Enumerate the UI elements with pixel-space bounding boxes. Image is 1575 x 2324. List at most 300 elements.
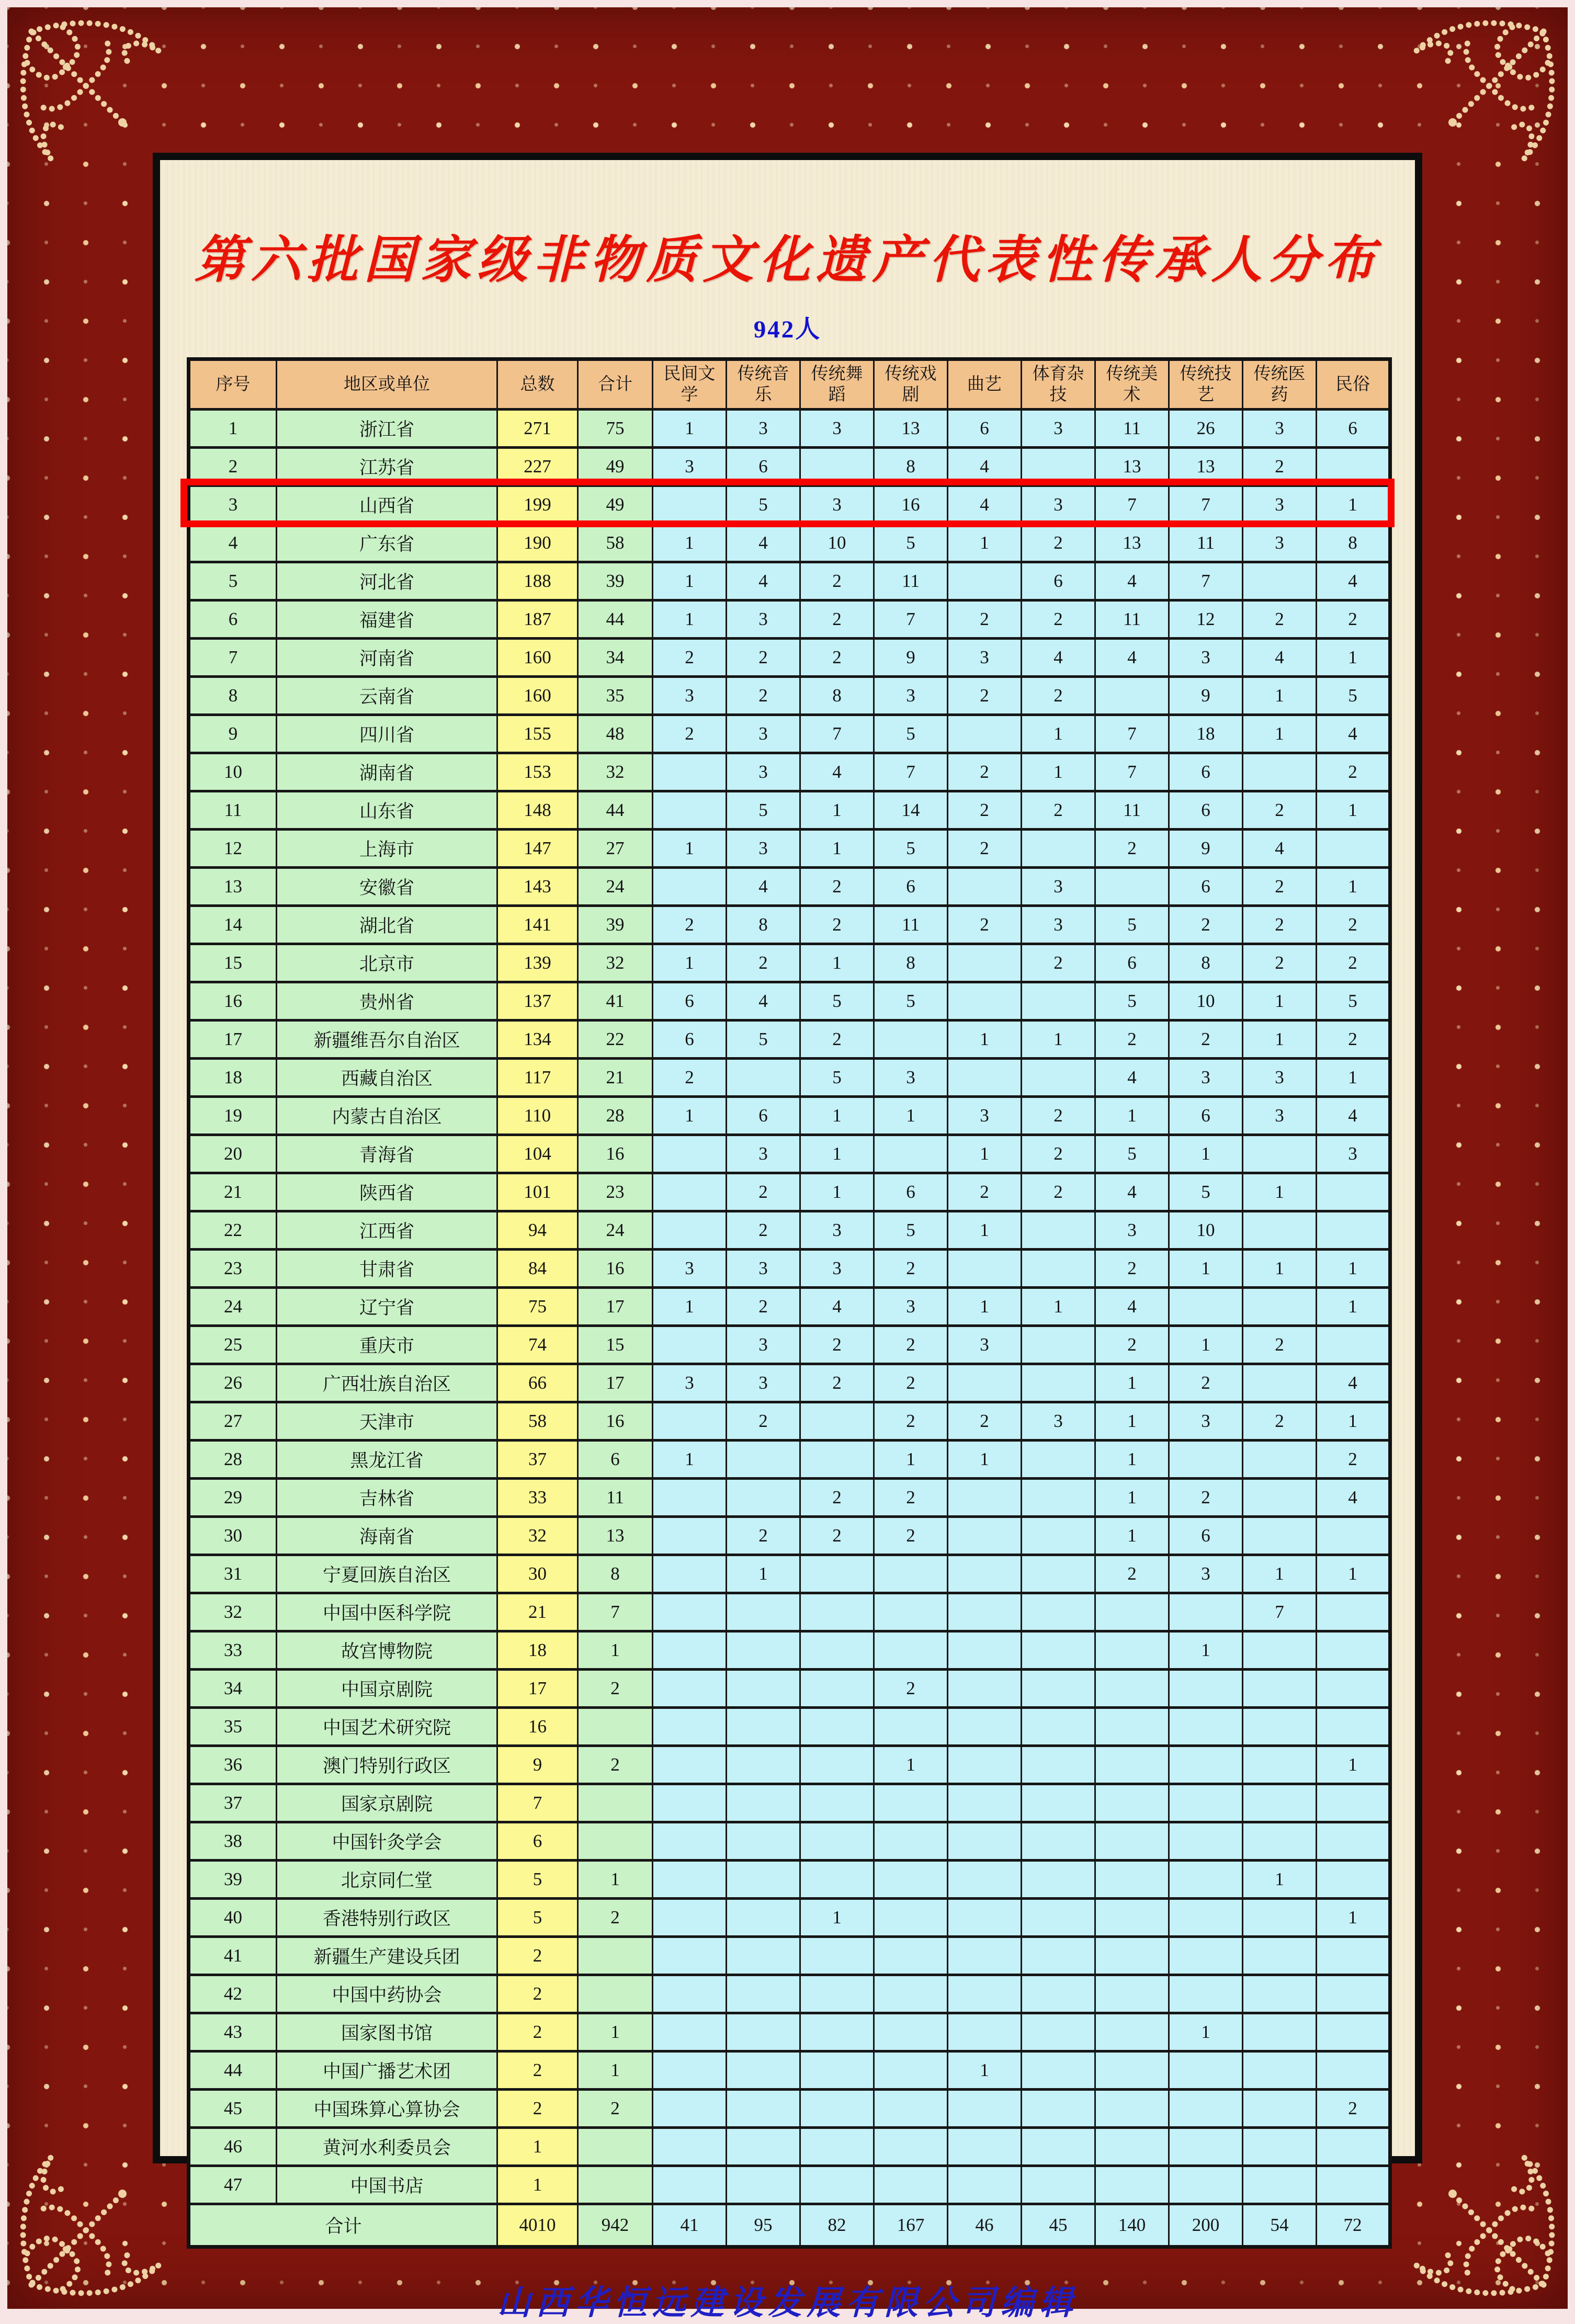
category-value: 3 [1243,1059,1317,1097]
category-value [1022,2013,1095,2051]
region-name: 中国针灸学会 [277,1822,497,1861]
row-number: 21 [189,1173,277,1211]
total-count: 137 [497,982,578,1021]
region-name: 辽宁省 [277,1288,497,1326]
table-row [189,1670,1390,1708]
category-value: 3 [1022,1402,1095,1441]
category-value [1022,1250,1095,1288]
category-value: 4 [727,562,800,600]
category-value [1022,1631,1095,1670]
total-count: 5 [497,1861,578,1899]
category-value: 4 [948,486,1022,524]
category-value: 1 [1243,1021,1317,1059]
category-value: 2 [1243,906,1317,944]
category-value [727,2128,800,2166]
category-value: 1 [1317,1059,1390,1097]
category-value: 4 [1317,715,1390,753]
category-value: 6 [948,410,1022,448]
category-value: 3 [1022,906,1095,944]
region-name: 青海省 [277,1135,497,1173]
row-number: 5 [189,562,277,600]
category-value: 9 [1169,677,1243,715]
table-row [189,830,1390,868]
category-value [948,2013,1022,2051]
category-value: 5 [727,791,800,830]
batch-sum: 41 [578,982,653,1021]
table-row [189,1326,1390,1364]
category-value: 2 [1095,1555,1169,1593]
category-value: 26 [1169,410,1243,448]
category-value [1095,1899,1169,1937]
category-value: 2 [874,1250,948,1288]
category-value [1169,2090,1243,2128]
row-number: 22 [189,1211,277,1250]
table-row [189,524,1390,562]
category-value [874,1555,948,1593]
category-value: 3 [727,1135,800,1173]
category-value [874,2090,948,2128]
category-value [1243,1784,1317,1822]
total-count: 141 [497,906,578,944]
category-value: 7 [1169,562,1243,600]
category-value: 2 [874,1517,948,1555]
category-value [948,944,1022,982]
table-row [189,791,1390,830]
category-value: 2 [1022,1097,1095,1135]
batch-sum [578,1822,653,1861]
region-name: 重庆市 [277,1326,497,1364]
category-value: 4 [1095,1173,1169,1211]
category-value: 8 [800,677,874,715]
category-value: 7 [1095,486,1169,524]
table-row [189,1135,1390,1173]
category-value: 14 [874,791,948,830]
category-value: 13 [1169,448,1243,486]
category-value: 2 [1317,2090,1390,2128]
category-value [1169,1708,1243,1746]
row-number: 14 [189,906,277,944]
category-value [653,2051,727,2090]
category-value: 4 [1095,639,1169,677]
row-number: 34 [189,1670,277,1708]
row-number: 45 [189,2090,277,2128]
category-value: 9 [1169,830,1243,868]
region-name: 湖南省 [277,753,497,791]
category-value [948,1059,1022,1097]
total-count: 7 [497,1784,578,1822]
region-name: 甘肃省 [277,1250,497,1288]
category-value: 1 [1243,677,1317,715]
category-value: 3 [874,677,948,715]
category-value: 2 [653,906,727,944]
region-name: 浙江省 [277,410,497,448]
row-number: 26 [189,1364,277,1402]
category-value [948,1517,1022,1555]
category-value [1095,2051,1169,2090]
batch-sum: 2 [578,1670,653,1708]
category-value: 4 [948,448,1022,486]
category-value [1169,2166,1243,2204]
header-cell-trad-fine-arts: 传统美术 [1095,359,1169,410]
batch-sum: 8 [578,1555,653,1593]
page-title: 第六批国家级非物质文化遗产代表性传承人分布 [181,219,1394,292]
row-number: 28 [189,1441,277,1479]
category-value [653,1822,727,1861]
total-count: 134 [497,1021,578,1059]
batch-sum: 24 [578,868,653,906]
category-value [948,1631,1022,1670]
category-value: 1 [800,1899,874,1937]
total-count: 101 [497,1173,578,1211]
category-value [1022,1211,1095,1250]
row-number: 17 [189,1021,277,1059]
category-value: 1 [1243,1861,1317,1899]
category-value: 1 [874,1746,948,1784]
category-value: 6 [727,448,800,486]
total-row-value: 54 [1243,2204,1317,2247]
category-value: 4 [800,1288,874,1326]
category-value [1317,1670,1390,1708]
table-row [189,677,1390,715]
category-value [874,2166,948,2204]
category-value: 3 [800,1250,874,1288]
category-value [800,1631,874,1670]
table-row [189,1746,1390,1784]
category-value [1022,1975,1095,2013]
header-cell-trad-music: 传统音乐 [727,359,800,410]
category-value [874,1135,948,1173]
row-number: 4 [189,524,277,562]
category-value [1243,562,1317,600]
table-row [189,448,1390,486]
category-value [1022,1746,1095,1784]
category-value: 2 [1317,753,1390,791]
total-row-value: 45 [1022,2204,1095,2247]
category-value: 3 [800,1211,874,1250]
row-number: 23 [189,1250,277,1288]
category-value: 2 [948,830,1022,868]
row-number: 7 [189,639,277,677]
category-value: 13 [1095,448,1169,486]
category-value [1243,1822,1317,1861]
category-value: 8 [1317,524,1390,562]
category-value: 5 [874,715,948,753]
category-value [1022,1441,1095,1479]
total-count: 143 [497,868,578,906]
total-row-sum: 942 [578,2204,653,2247]
row-number: 12 [189,830,277,868]
category-value: 5 [874,830,948,868]
table-row [189,2090,1390,2128]
category-value: 1 [653,562,727,600]
total-row-value: 46 [948,2204,1022,2247]
total-count: 6 [497,1822,578,1861]
category-value: 2 [874,1402,948,1441]
category-value: 1 [800,1173,874,1211]
batch-sum: 16 [578,1250,653,1288]
total-count: 84 [497,1250,578,1288]
region-name: 黑龙江省 [277,1441,497,1479]
region-name: 福建省 [277,600,497,639]
category-value: 6 [1169,868,1243,906]
category-value [874,1899,948,1937]
category-value [1317,2166,1390,2204]
category-value [653,1326,727,1364]
table-row [189,1784,1390,1822]
category-value: 3 [874,1059,948,1097]
category-value [1095,677,1169,715]
total-count: 160 [497,677,578,715]
category-value [1095,1746,1169,1784]
category-value [1317,1173,1390,1211]
category-value: 2 [1243,600,1317,639]
corner-fleur-ornament-icon [1410,8,1567,165]
category-value: 3 [727,1250,800,1288]
category-value [874,1708,948,1746]
category-value: 1 [1169,1135,1243,1173]
category-value [1169,1441,1243,1479]
category-value [727,1784,800,1822]
category-value: 1 [653,410,727,448]
total-count: 30 [497,1555,578,1593]
category-value: 2 [1317,1021,1390,1059]
document-page [153,153,1422,2163]
category-value: 13 [874,410,948,448]
table-row [189,1364,1390,1402]
category-value [1022,1593,1095,1631]
category-value [653,1173,727,1211]
category-value [653,1135,727,1173]
category-value [874,2128,948,2166]
batch-sum: 1 [578,1861,653,1899]
category-value [653,1746,727,1784]
category-value [1022,1899,1095,1937]
category-value: 1 [653,1097,727,1135]
batch-sum [578,1975,653,2013]
total-row-label: 合计 [189,2204,497,2247]
category-value: 1 [1095,1402,1169,1441]
table-row [189,1173,1390,1211]
category-value: 2 [800,868,874,906]
region-name: 中国京剧院 [277,1670,497,1708]
category-value: 2 [1317,600,1390,639]
header-cell-total: 总数 [497,359,578,410]
row-number: 15 [189,944,277,982]
row-number: 16 [189,982,277,1021]
category-value [1022,1364,1095,1402]
category-value: 16 [874,486,948,524]
table-row [189,1631,1390,1670]
category-value: 11 [874,906,948,944]
total-count: 153 [497,753,578,791]
category-value: 6 [727,1097,800,1135]
category-value: 2 [1243,1402,1317,1441]
row-number: 41 [189,1937,277,1975]
table-row [189,1708,1390,1746]
row-number: 40 [189,1899,277,1937]
category-value [948,2090,1022,2128]
category-value: 10 [1169,1211,1243,1250]
table-row [189,1250,1390,1288]
category-value [1243,2051,1317,2090]
category-value [1317,1937,1390,1975]
table-row [189,2128,1390,2166]
batch-sum: 2 [578,2090,653,2128]
category-value [653,1708,727,1746]
category-value: 5 [800,1059,874,1097]
table-row [189,1211,1390,1250]
category-value [653,1631,727,1670]
category-value [727,1899,800,1937]
total-count: 21 [497,1593,578,1631]
category-value: 2 [727,1288,800,1326]
category-value [1022,1784,1095,1822]
total-count: 147 [497,830,578,868]
category-value: 7 [800,715,874,753]
category-value [727,2013,800,2051]
category-value: 18 [1169,715,1243,753]
category-value: 2 [727,677,800,715]
total-count: 188 [497,562,578,600]
row-number: 9 [189,715,277,753]
category-value [1095,2166,1169,2204]
category-value: 1 [1095,1479,1169,1517]
region-name: 安徽省 [277,868,497,906]
header-cell-folk-custom: 民俗 [1317,359,1390,410]
total-row-value: 72 [1317,2204,1390,2247]
category-value [1317,1822,1390,1861]
category-value [1317,1975,1390,2013]
category-value [874,1021,948,1059]
category-value: 1 [1243,715,1317,753]
category-value [727,1059,800,1097]
category-value: 6 [1317,410,1390,448]
category-value: 3 [1243,410,1317,448]
region-name: 山东省 [277,791,497,830]
table-row [189,639,1390,677]
category-value [1095,1631,1169,1670]
category-value: 4 [1095,1059,1169,1097]
category-value [1095,2128,1169,2166]
category-value: 8 [1169,944,1243,982]
batch-sum: 17 [578,1364,653,1402]
category-value: 13 [1095,524,1169,562]
category-value [1317,1631,1390,1670]
category-value [948,982,1022,1021]
category-value [1169,1593,1243,1631]
category-value: 2 [727,944,800,982]
region-name: 国家京剧院 [277,1784,497,1822]
category-value [800,1822,874,1861]
category-value: 2 [1022,600,1095,639]
category-value [727,1937,800,1975]
category-value: 3 [1169,1555,1243,1593]
total-count: 1 [497,2128,578,2166]
table-row [189,2013,1390,2051]
category-value: 4 [1243,639,1317,677]
category-value [800,1937,874,1975]
category-value: 2 [1243,448,1317,486]
category-value: 1 [948,1288,1022,1326]
category-value: 5 [1169,1173,1243,1211]
category-value [1095,1670,1169,1708]
header-cell-trad-dance: 传统舞蹈 [800,359,874,410]
category-value [653,2166,727,2204]
batch-sum: 44 [578,791,653,830]
category-value [1317,1593,1390,1631]
batch-sum: 48 [578,715,653,753]
category-value [948,1708,1022,1746]
category-value [874,1631,948,1670]
distribution-table [187,357,1392,2249]
total-count: 1 [497,2166,578,2204]
category-value: 2 [800,906,874,944]
total-count: 139 [497,944,578,982]
batch-sum: 32 [578,753,653,791]
category-value: 2 [727,1517,800,1555]
category-value [800,1784,874,1822]
category-value [948,1593,1022,1631]
category-value: 4 [727,868,800,906]
row-number: 11 [189,791,277,830]
region-name: 澳门特别行政区 [277,1746,497,1784]
category-value [1243,1364,1317,1402]
batch-sum: 13 [578,1517,653,1555]
category-value: 3 [948,639,1022,677]
category-value [1022,830,1095,868]
category-value: 1 [1095,1097,1169,1135]
table-row [189,1021,1390,1059]
category-value: 2 [1317,906,1390,944]
category-value [1317,1211,1390,1250]
category-value [948,1784,1022,1822]
category-value [800,2051,874,2090]
category-value [653,1784,727,1822]
total-row [189,2204,1390,2247]
table-row [189,753,1390,791]
category-value: 10 [800,524,874,562]
region-name: 贵州省 [277,982,497,1021]
category-value: 7 [1095,753,1169,791]
batch-sum [578,2166,653,2204]
category-value [800,448,874,486]
category-value: 4 [1095,1288,1169,1326]
category-value [874,1784,948,1822]
category-value: 1 [1317,1250,1390,1288]
row-number: 35 [189,1708,277,1746]
corner-fleur-ornament-icon [1410,2151,1567,2308]
batch-sum: 17 [578,1288,653,1326]
table-row [189,486,1390,524]
row-number: 42 [189,1975,277,2013]
batch-sum: 16 [578,1135,653,1173]
region-name: 吉林省 [277,1479,497,1517]
category-value: 4 [1243,830,1317,868]
category-value: 1 [1095,1441,1169,1479]
category-value: 1 [948,2051,1022,2090]
category-value [727,1441,800,1479]
category-value [727,1822,800,1861]
category-value: 2 [1022,524,1095,562]
category-value [800,1593,874,1631]
category-value: 5 [1317,982,1390,1021]
total-row-value: 140 [1095,2204,1169,2247]
category-value: 4 [1317,1479,1390,1517]
total-count: 271 [497,410,578,448]
category-value: 3 [1169,639,1243,677]
category-value: 3 [800,486,874,524]
category-value: 2 [948,906,1022,944]
